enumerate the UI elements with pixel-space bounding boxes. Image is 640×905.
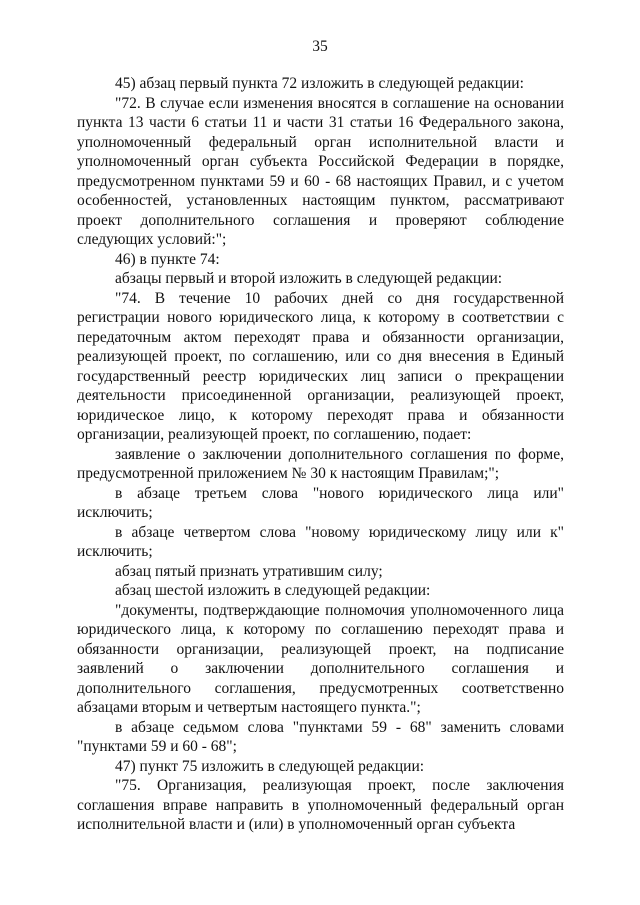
paragraph-46-intro: абзацы первый и второй изложить в следующей редакции: [115, 270, 503, 287]
document-body [77, 74, 564, 835]
page-number: 35 [312, 38, 328, 55]
paragraph-75-text: "75. Организация, реализующая проект, после заключения соглашения вправе направить в уполномоченный федеральный орган исполнительной власти и (или) в уполномоченный орган субъекта [77, 777, 564, 833]
paragraph-fourth-abzac: в абзаце четвертом слова "новому юридическому лицу или к" исключить; [77, 523, 564, 560]
paragraph-seventh-abzac: в абзаце седьмом слова "пунктами 59 - 68" заменить словами "пунктами 59 и 60 - 68"; [77, 718, 564, 755]
paragraph-74-statement: заявление о заключении дополнительного соглашения по форме, предусмотренной приложением № 30 к настоящим Правилам;"; [77, 445, 564, 482]
paragraph-third-abzac: в абзаце третьем слова "нового юридического лица или" исключить; [77, 484, 564, 521]
paragraph-72-text: "72. В случае если изменения вносятся в соглашение на основании пункта 13 части 6 статьи 11 и части 31 статьи 16 Федерального закона, уполномоченный федеральный орган исполнительной власти и уполномоченный орган субъекта Российской Федерации в порядке, предусмотренном пунктами 59 и 60 - 68 настоящих Правил, и с учетом особенностей, установленных настоящим пунктом, рассматривают проект дополнительного соглашения и проверяют соблюдение следующих условий:"; [77, 94, 564, 248]
paragraph-fifth-abzac: абзац пятый признать утратившим силу; [115, 562, 383, 580]
paragraph-46: 46) в пункте 74: [115, 250, 220, 268]
paragraph-45: 45) абзац первый пункта 72 изложить в следующей редакции: [115, 75, 524, 92]
paragraph-47: 47) пункт 75 изложить в следующей редакции: [115, 757, 425, 775]
paragraph-documents-text: "документы, подтверждающие полномочия уполномоченного лица юридического лица, к которому по соглашению переходят права и обязанности организации, реализующей проект, на подписание заявлений о заключении дополнительного соглашения и дополнительного соглашения, предусмотренных соответственно абзацами вторым и четвертым настоящего пункта."; [77, 601, 564, 716]
paragraph-sixth-abzac: абзац шестой изложить в следующей редакции: [115, 582, 431, 599]
paragraph-74-text: "74. В течение 10 рабочих дней со дня государственной регистрации нового юридического лица, к которому в соответствии с передаточным актом переходят права и обязанности организации, реализующей проект, по соглашению, или со дня внесения в Единый государственный реестр юридических лиц записи о прекращении деятельности присоединенной организации, реализующей проект, юридическое лицо, к которому переходят права и обязанности организации, реализующей проект, по соглашению, подает: [77, 289, 564, 443]
